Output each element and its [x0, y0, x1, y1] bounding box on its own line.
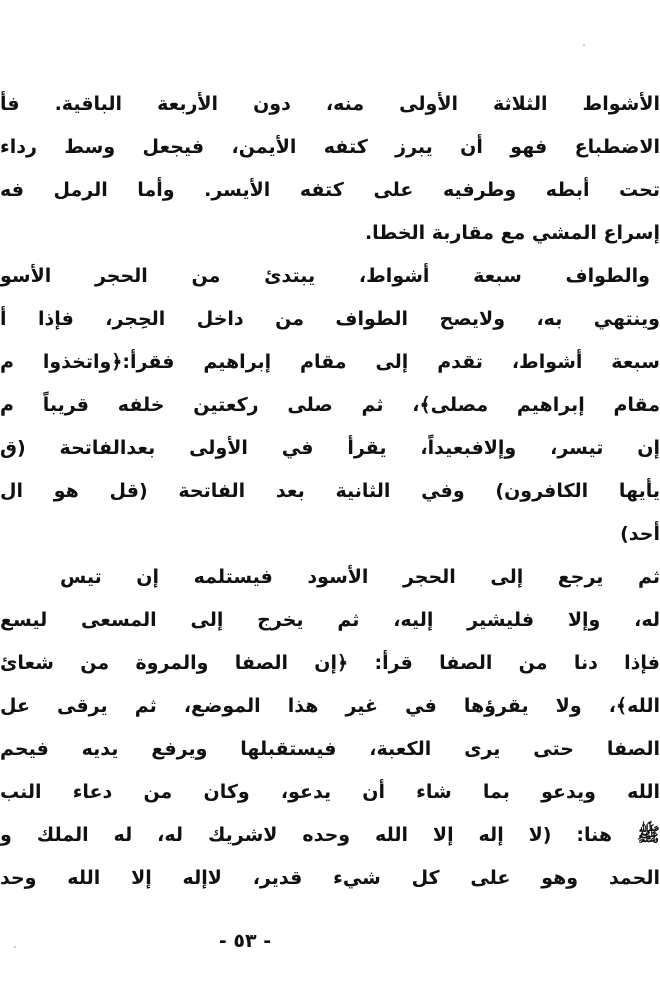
text-line-15: الله﴾، ولا يقرؤها في غير هذا الموضع، ثم يرقى عل [0, 695, 660, 717]
text-line-9: إن تيسر، وإلافبعيداً، يقرأ في الأولى بعدالفاتحة (ق [0, 437, 660, 459]
text-line-13: له، وإلا فليشير إليه، ثم يخرج إلى المسعى ليسع [0, 609, 660, 631]
text-line-1: الأشواط الثلاثة الأولى منه، دون الأربعة الباقية. فأ [0, 93, 660, 115]
text-line-8: مقام إبراهيم مصلى﴾، ثم صلى ركعتين خلفه قريباً م [0, 394, 660, 416]
text-line-3: تحت أبطه وطرفيه على كتفه الأيسر. وأما الرمل فه [0, 179, 660, 201]
text-line-10: يأيها الكافرون) وفي الثانية بعد الفاتحة (قل هو ال [0, 480, 660, 502]
scan-speck [14, 946, 16, 948]
text-line-16: الصفا حتى يرى الكعبة، فيستقبلها ويرفع يديه فيحم [0, 738, 660, 760]
scan-speck [583, 44, 585, 46]
text-line-4: إسراع المشي مع مقاربة الخطا. [364, 222, 660, 244]
text-line-7: سبعة أشواط، تقدم إلى مقام إبراهيم فقرأ:﴿واتخذوا م [0, 351, 660, 373]
text-line-12: ثم يرجع إلى الحجر الأسود فيستلمه إن تيس [60, 566, 660, 588]
text-line-11: أحد) [620, 523, 660, 545]
page-number: - ٥٣ - [218, 930, 272, 952]
text-line-6: وينتهي به، ولايصح الطواف من داخل الحِجر، فإذا أ [0, 308, 660, 330]
text-line-2: الاضطباع فهو أن يبرز كتفه الأيمن، فيجعل وسط رداء [0, 136, 660, 158]
text-line-14: فإذا دنا من الصفا قرأ: ﴿إن الصفا والمروة من شعائ [0, 652, 660, 674]
text-line-18: ﷺ هنا: (لا إله إلا الله وحده لاشريك له، له الملك و [0, 824, 660, 846]
text-line-17: الله ويدعو بما شاء أن يدعو، وكان من دعاء النب [0, 781, 660, 803]
text-line-5: والطواف سبعة أشواط، يبتدئ من الحجر الأسو [0, 265, 650, 287]
text-line-19: الحمد وهو على كل شيء قدير، لاإله إلا الله وحد [0, 867, 660, 889]
